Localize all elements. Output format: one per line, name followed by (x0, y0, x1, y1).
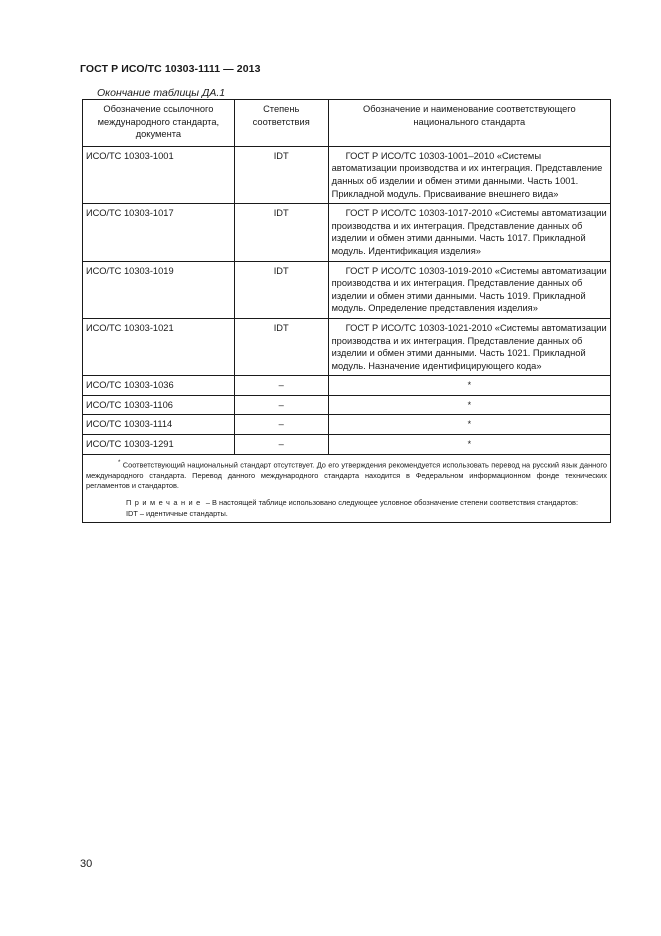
reference-cell: ИСО/ТС 10303-1021 (83, 318, 235, 375)
national-standard-cell: * (328, 376, 610, 396)
idt-definition: IDT – идентичные стандарты. (126, 508, 228, 518)
column-header-reference: Обозначение ссылочного международного стандарта, документа (83, 100, 235, 147)
national-standard-cell: * (328, 435, 610, 455)
table-footnote (83, 454, 611, 522)
reference-cell: ИСО/ТС 10303-1114 (83, 415, 235, 435)
national-standard-text: ГОСТ Р ИСО/ТС 10303-1019-2010 «Системы автоматизации производства и их интеграция. Представление данных об изделии и обмен этими данными. Часть 1019. Прикладной модуль. Определение представления изделия» (331, 265, 607, 314)
reference-cell: ИСО/ТС 10303-1019 (83, 261, 235, 318)
reference-cell: ИСО/ТС 10303-1291 (83, 435, 235, 455)
table-row (83, 376, 611, 396)
national-standard-cell (328, 318, 610, 375)
degree-cell: – (234, 395, 328, 415)
table-row (83, 395, 611, 415)
column-header-degree: Степень соответствия (234, 100, 328, 147)
page-number: 30 (80, 858, 93, 870)
note-label: Примечание (126, 497, 204, 507)
table-row (83, 435, 611, 455)
table-footnote-row (83, 454, 611, 522)
footnote-marker: * (118, 458, 121, 466)
column-header-national: Обозначение и наименование соответствующего национального стандарта (328, 100, 610, 147)
footnote-paragraph (86, 458, 607, 492)
national-standard-text: ГОСТ Р ИСО/ТС 10303-1017-2010 «Системы автоматизации производства и их интеграция. Представление данных об изделии и обмен этими данными. Часть 1017. Прикладной модуль. Идентификация изделия» (331, 208, 607, 256)
table-row (83, 318, 611, 375)
table-caption: Окончание таблицы ДА.1 (97, 87, 226, 99)
national-standard-cell (328, 204, 610, 261)
national-standard-cell: * (328, 415, 610, 435)
table-row (83, 261, 611, 318)
reference-cell: ИСО/ТС 10303-1106 (83, 395, 235, 415)
table-header-row (83, 100, 611, 147)
standards-table (82, 99, 611, 523)
degree-cell: – (234, 415, 328, 435)
reference-cell: ИСО/ТС 10303-1017 (83, 204, 235, 261)
degree-cell: IDT (234, 261, 328, 318)
document-header: ГОСТ Р ИСО/ТС 10303-1111 — 2013 (80, 63, 261, 75)
national-standard-text: ГОСТ Р ИСО/ТС 10303-1021-2010 «Системы автоматизации производства и их интеграция. Представление данных об изделии и обмен этими данными. Часть 1021. Прикладной модуль. Назначение идентифицирующего кода» (331, 322, 607, 371)
table-row (83, 204, 611, 261)
reference-cell: ИСО/ТС 10303-1036 (83, 376, 235, 396)
national-standard-text: ГОСТ Р ИСО/ТС 10303-1001–2010 «Системы автоматизации производства и их интеграция. Представление данных об изделии и обмен этими данными. Часть 1001. Прикладной модуль. Присваивание внешнего вида» (331, 150, 603, 199)
degree-cell: IDT (234, 318, 328, 375)
table-row (83, 146, 611, 203)
degree-cell: IDT (234, 204, 328, 261)
degree-cell: – (234, 435, 328, 455)
footnote-text: Соответствующий национальный стандарт отсутствует. До его утверждения рекомендуется использовать перевод на русский язык данного международного стандарта. Перевод данного международного стандарта находится в Федеральном информационном фонде технических регламентов и стандартов. (86, 460, 607, 491)
national-standard-cell (328, 261, 610, 318)
national-standard-cell: * (328, 395, 610, 415)
degree-cell: IDT (234, 146, 328, 203)
national-standard-cell (328, 146, 610, 203)
reference-cell: ИСО/ТС 10303-1001 (83, 146, 235, 203)
table-row (83, 415, 611, 435)
note-text: – В настоящей таблице использовано следующее условное обозначение степени соответствия стандартов: (203, 497, 579, 507)
note-paragraph (86, 498, 607, 509)
degree-cell: – (234, 376, 328, 396)
